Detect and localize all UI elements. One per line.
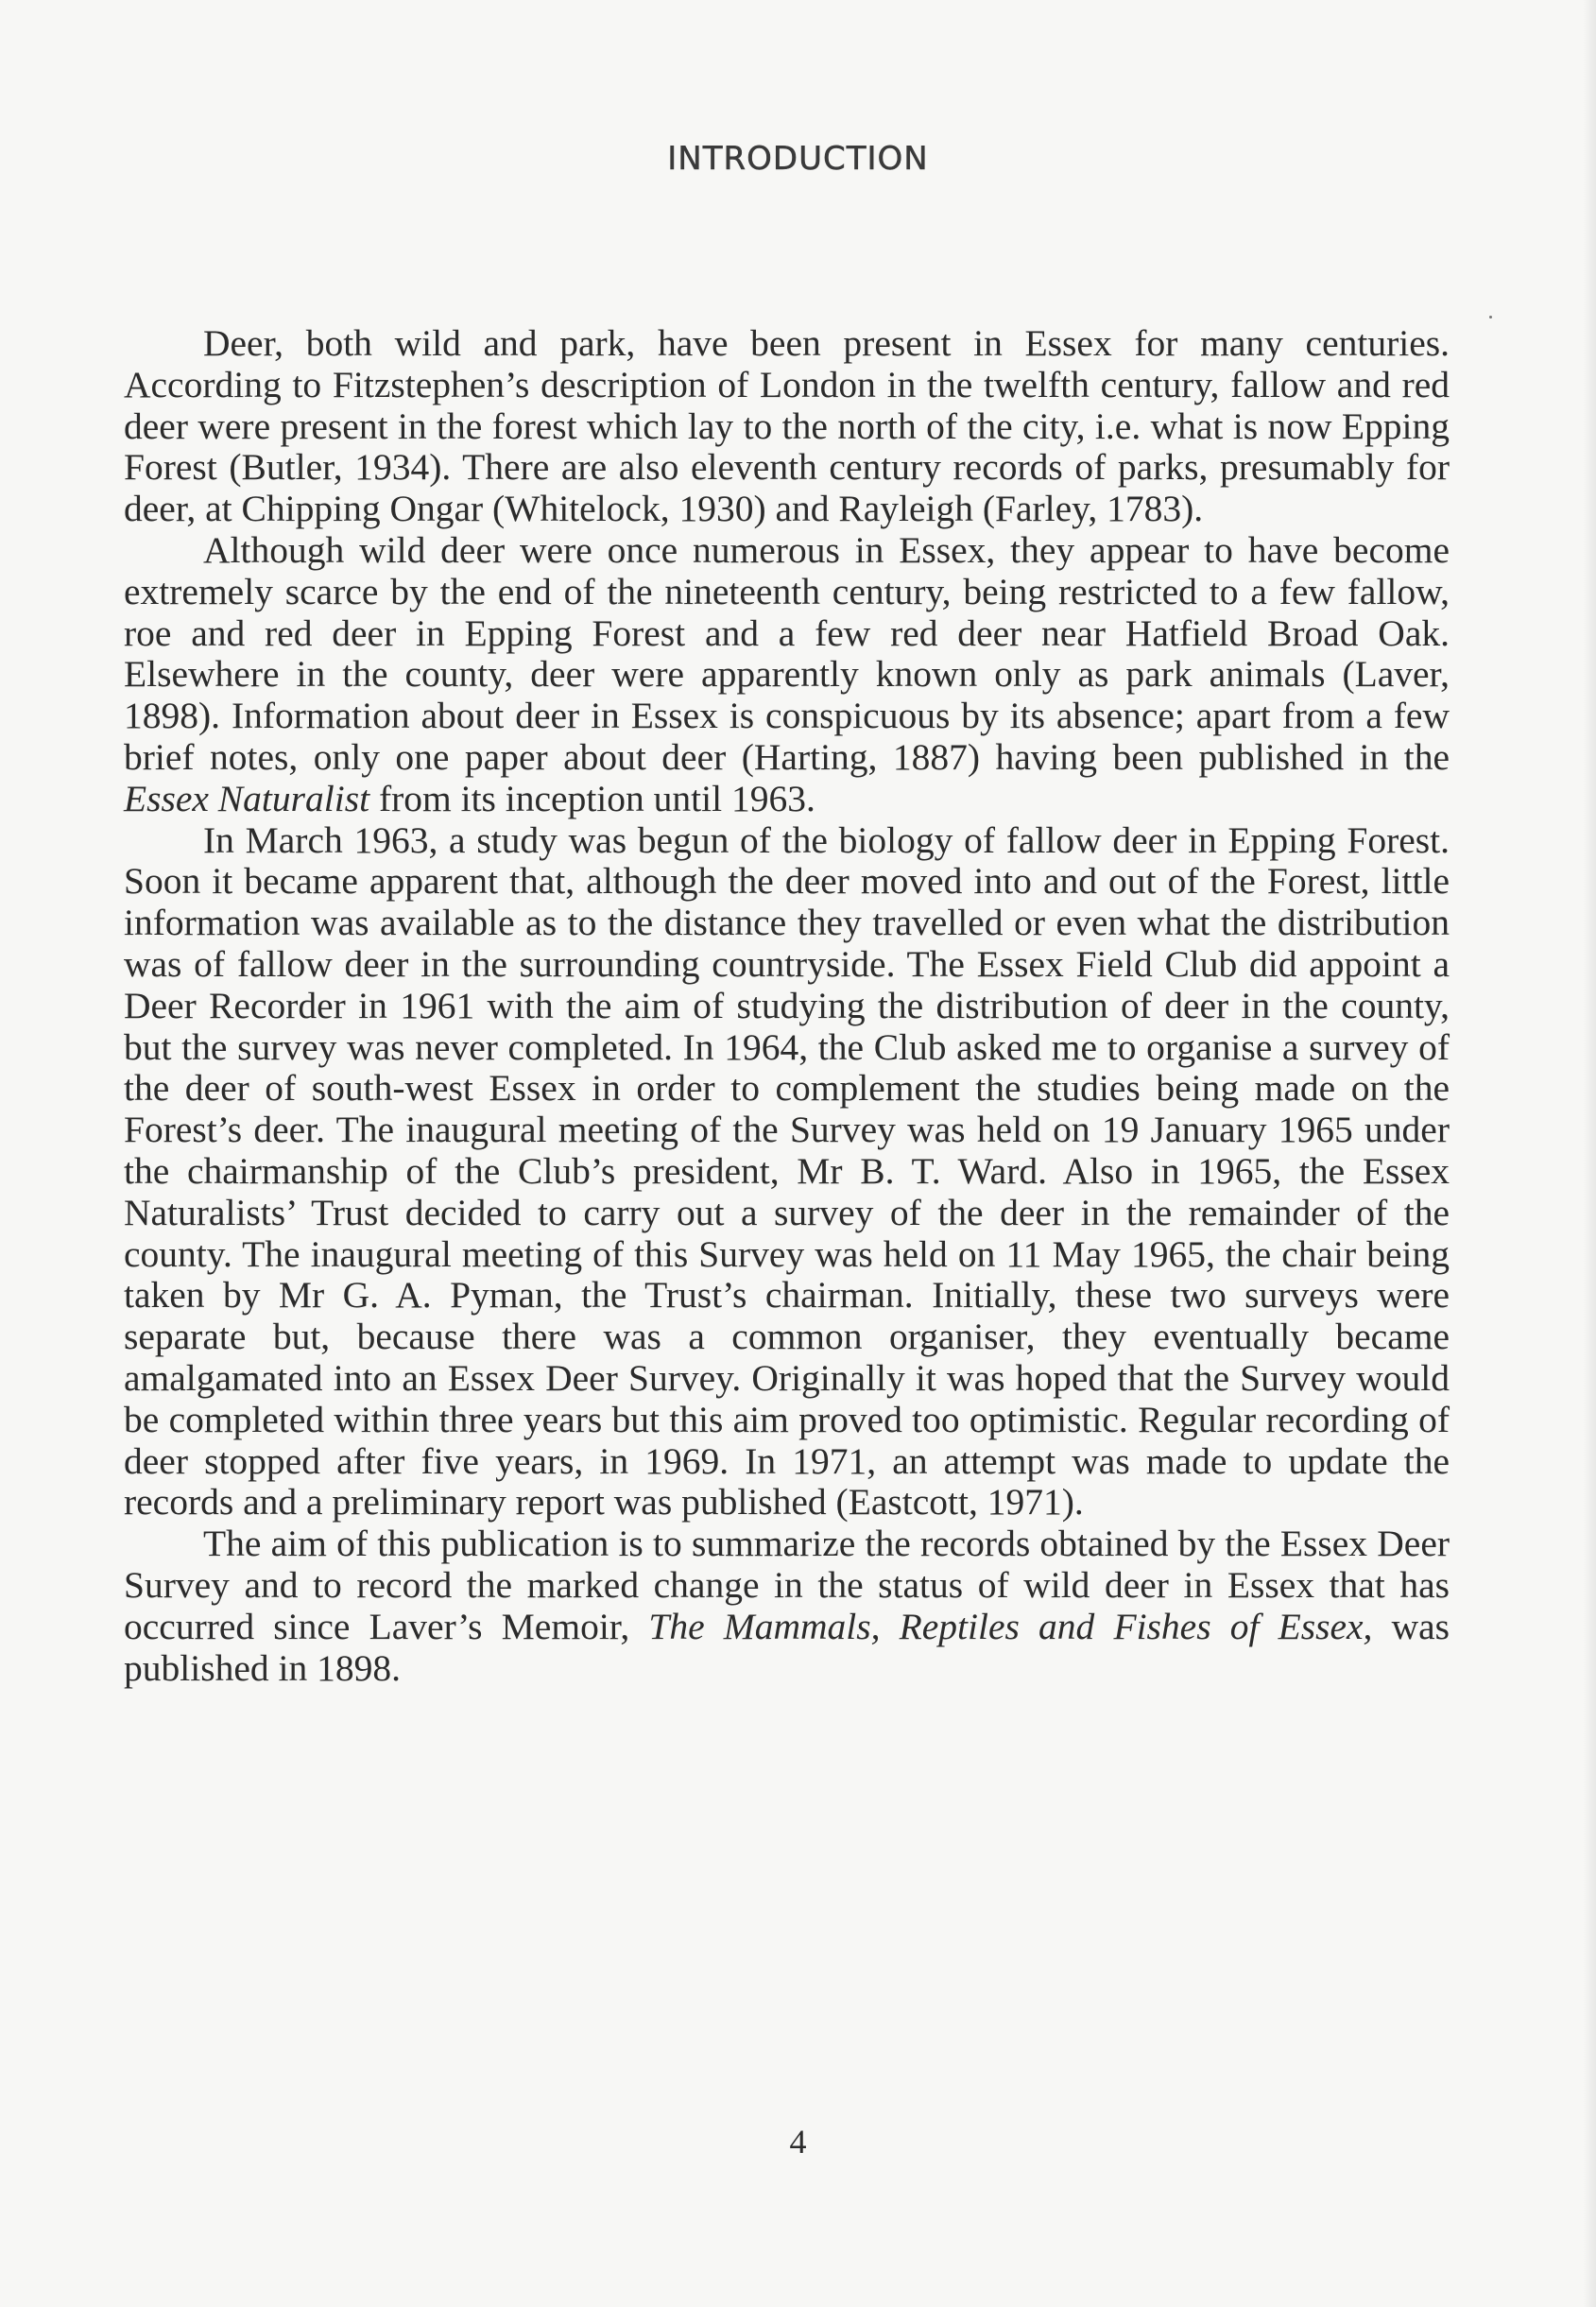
paragraph-text: was published in 1898. xyxy=(124,1605,1450,1689)
paragraph-text: In March 1963, a study was begun of the biology of fallow deer in Epping Forest. Soon it became apparent that, although the deer moved into and out of the Forest, little information was available as to the distance they travelled or even what the distribution was of fallow deer in the surrounding countryside. The Essex Field Club did appoint a Deer Recorder in 1961 with the aim of studying the distribution of deer in the county, but the survey was never completed. In 1964, the Club asked me to organise a survey of the deer of south-west Essex in order to complement the studies being made on the Forest’s deer. The inaugural meeting of the Survey was held on 19 January 1965 under the chairmanship of the Club’s president, Mr B. T. Ward. Also in 1965, the Essex Naturalists’ Trust decided to carry out a survey of the deer in the remainder of the county. The inaugural meeting of this Survey was held on 11 May 1965, the chair being taken by Mr G. A. Pyman, the Trust’s chairman. Initially, these two surveys were separate but, because there was a common organiser, they eventually became amalgamated into an Essex Deer Survey. Originally it was hoped that the Survey would be completed within three years but this aim proved too optimistic. Regular recording of deer stopped after five years, in 1969. In 1971, an attempt was made to update the records and a preliminary report was published (Eastcott, 1971). xyxy=(124,818,1450,1524)
scan-speck xyxy=(1489,316,1492,319)
italic-title: The Mammals, Reptiles and Fishes of Essex, xyxy=(648,1605,1373,1647)
page-heading: INTRODUCTION xyxy=(667,140,929,178)
paragraph-text: Although wild deer were once numerous in Essex, they appear to have become extremely scarce by the end of the nineteenth century, being restricted to a few fallow, roe and red deer in Epping Forest and a few red deer near Hatfield Broad Oak. Elsewhere in the county, deer were apparently known only as park animals (Laver, 1898). Information about deer in Essex is conspicuous by its absence; apart from a few brief notes, only one paper about deer (Harting, 1887) having been published in the xyxy=(124,528,1450,778)
page-edge-shadow xyxy=(1583,0,1596,2307)
paragraph-4 xyxy=(124,1524,1450,1689)
paragraph-2 xyxy=(124,530,1450,820)
paragraph-text: The aim of this publication is to summarize the records obtained by the Essex Deer Survey and to record the marked change in the status of wild deer in Essex that has occurred since Laver’s Memoir, xyxy=(124,1523,1450,1647)
paragraph-3 xyxy=(124,820,1450,1524)
paragraph-text: from its inception until 1963. xyxy=(369,777,815,819)
paragraph-text: Deer, both wild and park, have been present in Essex for many centuries. According to Fitzstephen’s description of London in the twelfth century, fallow and red deer were present in the forest which lay to the north of the city, i.e. what is now Epping Forest (Butler, 1934). There are also eleventh century records of parks, presumably for deer, at Chipping Ongar (Whitelock, 1930) and Rayleigh (Farley, 1783). xyxy=(124,322,1450,530)
paragraph-1 xyxy=(124,323,1450,530)
page-number: 4 xyxy=(789,2123,807,2161)
italic-title: Essex Naturalist xyxy=(124,777,370,819)
introduction-body xyxy=(124,323,1450,1689)
